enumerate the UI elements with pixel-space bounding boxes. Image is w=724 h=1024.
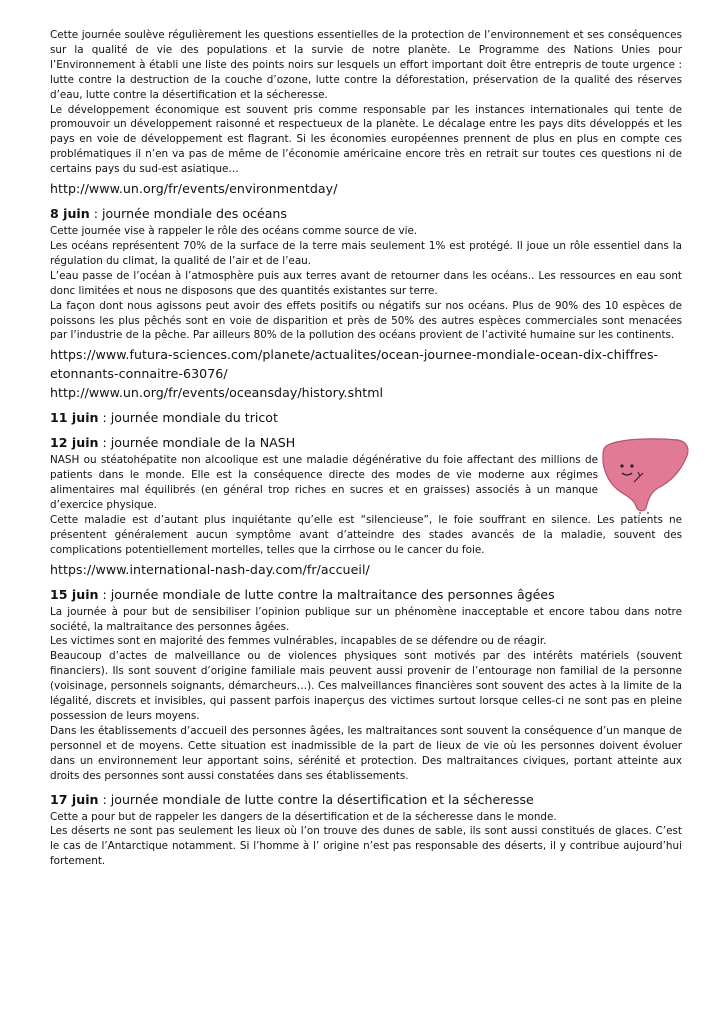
heading-date: 12 juin bbox=[50, 435, 99, 451]
paragraph: Les victimes sont en majorité des femmes vulnérables, incapables de se défendre ou de réagir. bbox=[50, 635, 547, 648]
nash-section bbox=[50, 434, 682, 578]
heading-title: : journée mondiale de lutte contre la maltraitance des personnes âgées bbox=[98, 586, 555, 602]
heading-date: 8 juin bbox=[50, 206, 90, 222]
paragraph: Les déserts ne sont pas seulement les lieux où l’on trouve des dunes de sable, ils sont aussi constitués de glaces. C’est le cas de l’Antarctique notamment. Si l’homme à l’ origine n’est pas responsable des déserts, il y contribue aujourd’hui fortement. bbox=[50, 825, 682, 868]
heading-date: 17 juin bbox=[50, 791, 99, 807]
paragraph: Cette journée vise à rappeler le rôle des océans comme source de vie. bbox=[50, 225, 418, 238]
paragraph: Le développement économique est souvent pris comme responsable par les instances internationales qui tente de promouvoir un développement raisonné et respectueux de la planète. Le décalage entre les pays dits développés et les pays en voie de développement est flagrant. Si les économies européennes prennent de plus en plus en compte ces problématiques il n’en va pas de même de l’économie américaine encore très en retrait sur toutes ces questions ni de certains pays du sud-est asiatique… bbox=[50, 103, 682, 176]
paragraph: Cette maladie est d’autant plus inquiétante qu’elle est “silencieuse”, le foie souffrant en silence. Les patients ne présentent généralement aucun symptôme avant d’atteindre des stades avancés de la maladie, souvent des complications potentiellement mortelles, telles que la cirrhose ou le cancer du foie. bbox=[50, 513, 682, 556]
tricot-section bbox=[50, 409, 682, 427]
heading-title: : journée mondiale des océans bbox=[89, 206, 287, 222]
heading-title: : journée mondiale de la NASH bbox=[98, 435, 296, 451]
section-heading bbox=[50, 205, 682, 223]
section-heading bbox=[50, 791, 682, 809]
paragraph: Les océans représentent 70% de la surface de la terre mais seulement 1% est protégé. Il joue un rôle essentiel dans la régulation du climat, la qualité de l’air et de l’eau. bbox=[50, 239, 682, 267]
section-heading bbox=[50, 586, 682, 604]
paragraph: Beaucoup d’actes de malveillance ou de violences physiques sont motivés par des intérêts matériels (souvent financiers). Ils sont souvent d’origine familiale mais peuvent aussi provenir de l’entourage non familial de la personne (voisinage, personnels soignants, démarcheurs…). Ces malveillances financières sont souvent des actes à la limite de la légalité, discrets et invisibles, qui passent parfois inaperçus des victimes surtout lorsque celles-ci ne sont pas en pleine possession de leurs moyens. bbox=[50, 650, 682, 722]
heading-title: : journée mondiale de lutte contre la désertification et la sécheresse bbox=[98, 791, 534, 807]
paragraph: Dans les établissements d’accueil des personnes âgées, les maltraitances sont souvent la conséquence d’un manque de personnel et de moyens. Cette situation est inadmissible de la part de lieux de vie où les personnes doivent évoluer dans un environnement leur apportant soins, sérénité et protection. Des maltraitances civiques, portant atteinte aux droits des personnes sont aussi constatées dans ses établissements. bbox=[50, 724, 682, 782]
link-environmentday[interactable]: http://www.un.org/fr/events/environmentday/ bbox=[50, 181, 338, 197]
heading-title: : journée mondiale du tricot bbox=[98, 410, 278, 426]
paragraph: NASH ou stéatohépatite non alcoolique est une maladie dégénérative du foie affectant des millions de patients dans le monde. Elle est la conséquence directe des modes de vie moderne aux régimes alimentaires mal équilibrés (en général trop riches en sucres et en graisses) associés à un manque d’exercice physique. bbox=[50, 454, 598, 512]
paragraph: La façon dont nous agissons peut avoir des effets positifs ou négatifs sur nos océans. Plus de 90% des 10 espèces de poissons les plus pêchés sont en voie de disparition et près de 50% des autres espèces commerciales sont menacées par l’industrie de la pêche. Par ailleurs 80% de la pollution des océans provient de l’activité humaine sur les continents. bbox=[50, 299, 682, 342]
link-nash-day[interactable]: https://www.international-nash-day.com/fr/accueil/ bbox=[50, 561, 370, 577]
heading-date: 11 juin bbox=[50, 410, 99, 426]
paragraph: L’eau passe de l’océan à l’atmosphère puis aux terres avant de retourner dans les océans.. Les ressources en eau sont donc limitées et nous ne disposons que des quantités existantes sur terre. bbox=[50, 269, 682, 297]
paragraph: La journée à pour but de sensibiliser l’opinion publique sur un phénomène inacceptable et encore tabou dans notre société, la maltraitance des personnes âgées. bbox=[50, 605, 682, 633]
link-oceansday[interactable]: http://www.un.org/fr/events/oceansday/history.shtml bbox=[50, 385, 384, 401]
paragraph: Cette a pour but de rappeler les dangers de la désertification et de la sécheresse dans le monde. bbox=[50, 810, 557, 823]
paragraph: Cette journée soulève régulièrement les questions essentielles de la protection de l’environnement et ses conséquences sur la qualité de vie des populations et la survie de notre planète. Le Programme des Nations Unies pour l’Environnement à établi une liste des points noirs sur lesquels un effort important doit être entrepris de toute urgence : lutte contre la destruction de la couche d’ozone, lutte contre la déforestation, préservation de la qualité des réserves d’eau, lutte contre la désertification et la sécheresse. bbox=[50, 29, 682, 101]
section-heading bbox=[50, 434, 682, 452]
environment-day-section bbox=[50, 28, 682, 198]
link-futura-sciences[interactable]: https://www.futura-sciences.com/planete/actualites/ocean-journee-mondiale-ocean-dix-chiffres-etonnants-connaitre-63076/ bbox=[50, 347, 659, 382]
liver-illustration bbox=[600, 436, 690, 514]
heading-date: 15 juin bbox=[50, 586, 99, 602]
oceans-section bbox=[50, 205, 682, 402]
elder-abuse-section bbox=[50, 586, 682, 784]
desertification-section bbox=[50, 791, 682, 870]
section-heading bbox=[50, 409, 682, 427]
document-page bbox=[50, 28, 682, 869]
